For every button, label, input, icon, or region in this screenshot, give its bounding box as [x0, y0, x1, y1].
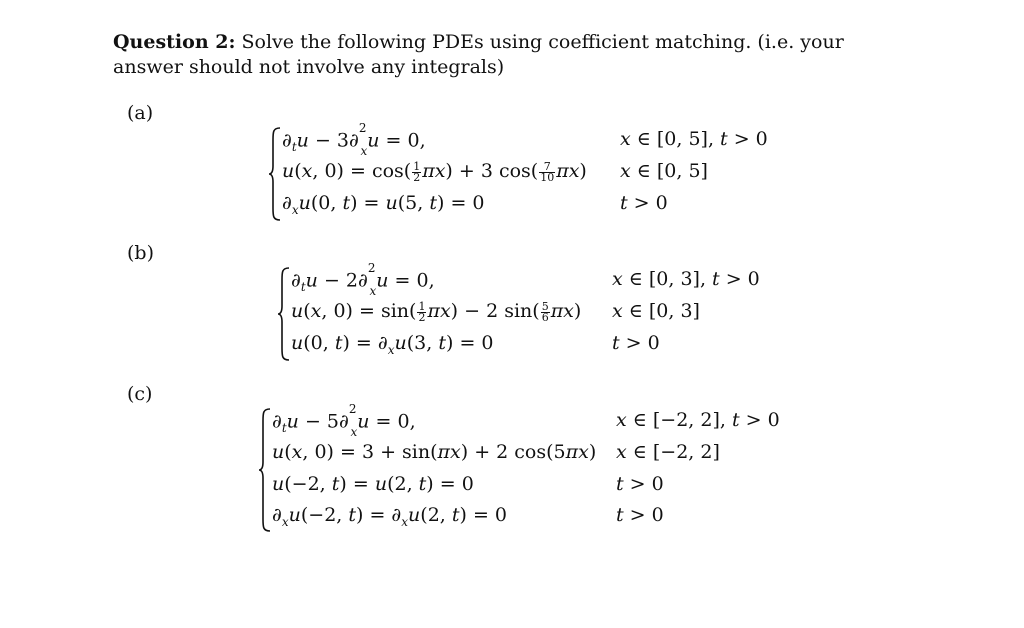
question-label: Question 2:	[113, 31, 236, 53]
equation: u(−2, t) = u(2, t) = 0	[272, 473, 474, 495]
question-text	[113, 30, 873, 80]
condition: x ∈ [−2, 2]	[616, 441, 720, 463]
part-b-system	[277, 261, 797, 362]
equation: u(0, $t) = \partial_xu(3$, t) = 0	[291, 332, 494, 357]
equation: $\partial_tu - 2\partial^2_xu = 0$,	[291, 261, 435, 299]
question-body: Solve the following PDEs using coefficient matching. (i.e. your answer should not involve any integrals)	[113, 31, 844, 78]
condition: t > 0	[616, 504, 664, 526]
condition: t > 0	[620, 192, 668, 214]
part-c-system	[258, 402, 798, 533]
condition: x ∈ [0, 3]	[612, 300, 700, 322]
left-brace-icon	[277, 266, 291, 362]
equation: u(x, 0) = sin( $\frac{1}{2}$ πx) − 2 sin( $\frac{5}{6}$ πx)	[291, 299, 582, 324]
part-a-system	[268, 121, 788, 222]
equation: $\partial_tu - 5\partial^2_xu = 0$,	[272, 402, 416, 440]
condition: t > 0	[612, 332, 660, 354]
condition: x ∈ [0, 5], t > 0	[620, 128, 768, 150]
equation: $\partial_tu - 3\partial^2_xu = 0$,	[282, 121, 426, 159]
part-b-label: (b)	[127, 242, 154, 264]
condition: t > 0	[616, 473, 664, 495]
equation: $\partial_xu(-2$, $t) = \partial_xu(2$, t) = 0	[272, 504, 508, 529]
left-brace-icon	[268, 126, 282, 222]
part-a-label: (a)	[127, 102, 154, 124]
left-brace-icon	[258, 407, 272, 533]
condition: x ∈ [−2, 2], t > 0	[616, 409, 780, 431]
equation: u(x, 0) = cos( $\frac{1}{2}$ πx) + 3 cos( $\frac{7}{10}$ πx)	[282, 159, 587, 184]
condition: x ∈ [0, 3], t > 0	[612, 268, 760, 290]
equation: u(x, 0) = 3 + sin(πx) + 2 cos(5πx)	[272, 441, 597, 463]
equation: $\partial_xu(0$, t) = u(5, t) = 0	[282, 192, 485, 217]
part-c-label: (c)	[127, 383, 153, 405]
condition: x ∈ [0, 5]	[620, 160, 708, 182]
